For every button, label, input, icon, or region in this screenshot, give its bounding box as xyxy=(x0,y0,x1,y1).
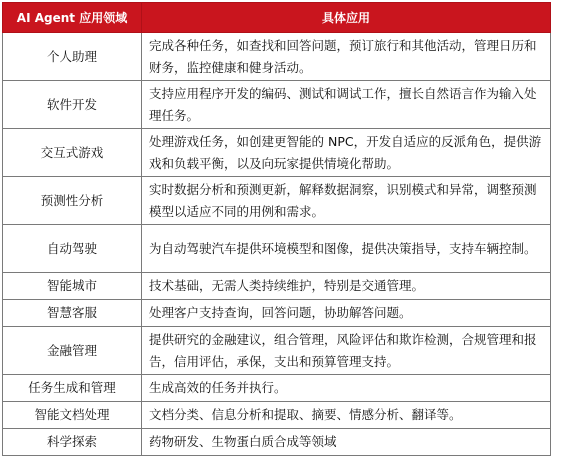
application-cell: 技术基础，无需人类持续维护，特别是交通管理。 xyxy=(142,273,551,300)
domain-cell: 交互式游戏 xyxy=(3,129,142,177)
ai-agent-applications-table-container xyxy=(2,2,550,456)
table-row xyxy=(3,327,551,375)
table-header-row xyxy=(3,3,551,33)
table-row xyxy=(3,225,551,273)
header-domain: AI Agent 应用领域 xyxy=(3,3,142,33)
application-cell: 处理游戏任务，如创建更智能的 NPC，开发自适应的反派角色，提供游戏和负载平衡，以及向玩家提供情境化帮助。 xyxy=(142,129,551,177)
application-cell: 支持应用程序开发的编码、测试和调试工作，擅长自然语言作为输入处理任务。 xyxy=(142,81,551,129)
application-cell: 文档分类、信息分析和提取、摘要、情感分析、翻译等。 xyxy=(142,402,551,429)
domain-cell: 智能文档处理 xyxy=(3,402,142,429)
domain-cell: 软件开发 xyxy=(3,81,142,129)
application-cell: 药物研发、生物蛋白质合成等领域 xyxy=(142,429,551,456)
table-row xyxy=(3,177,551,225)
table-row xyxy=(3,402,551,429)
application-cell: 生成高效的任务并执行。 xyxy=(142,375,551,402)
table-row xyxy=(3,300,551,327)
table-row xyxy=(3,81,551,129)
table-row xyxy=(3,129,551,177)
domain-cell: 任务生成和管理 xyxy=(3,375,142,402)
application-cell: 处理客户支持查询，回答问题，协助解答问题。 xyxy=(142,300,551,327)
table-row xyxy=(3,429,551,456)
application-cell: 提供研究的金融建议，组合管理，风险评估和欺诈检测，合规管理和报告，信用评估，承保，支出和预算管理支持。 xyxy=(142,327,551,375)
application-cell: 实时数据分析和预测更新，解释数据洞察，识别模式和异常，调整预测模型以适应不同的用例和需求。 xyxy=(142,177,551,225)
domain-cell: 预测性分析 xyxy=(3,177,142,225)
table-row xyxy=(3,273,551,300)
table-row xyxy=(3,375,551,402)
domain-cell: 科学探索 xyxy=(3,429,142,456)
domain-cell: 个人助理 xyxy=(3,33,142,81)
domain-cell: 金融管理 xyxy=(3,327,142,375)
domain-cell: 智慧客服 xyxy=(3,300,142,327)
header-application: 具体应用 xyxy=(142,3,551,33)
domain-cell: 智能城市 xyxy=(3,273,142,300)
ai-agent-applications-table xyxy=(2,2,551,456)
table-row xyxy=(3,33,551,81)
application-cell: 为自动驾驶汽车提供环境模型和图像，提供决策指导，支持车辆控制。 xyxy=(142,225,551,273)
application-cell: 完成各种任务，如查找和回答问题，预订旅行和其他活动，管理日历和财务，监控健康和健身活动。 xyxy=(142,33,551,81)
domain-cell: 自动驾驶 xyxy=(3,225,142,273)
